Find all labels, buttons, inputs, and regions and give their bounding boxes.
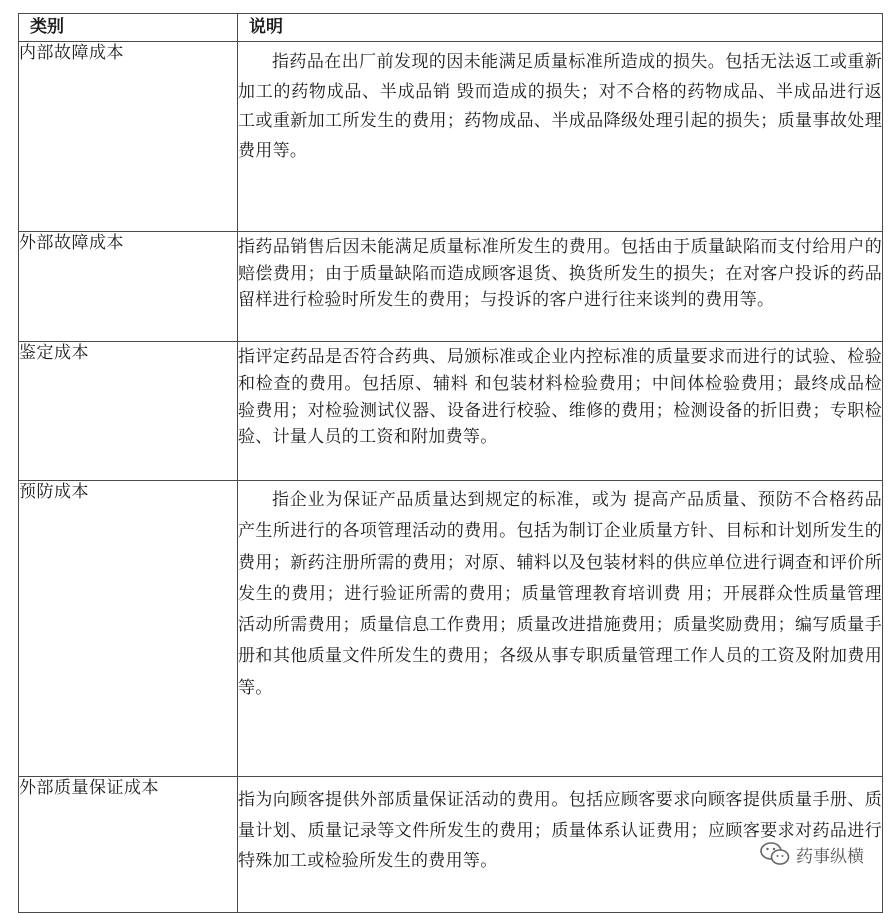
row-description: 指药品销售后因未能满足质量标准所发生的费用。包括由于质量缺陷而支付给用户的赔偿费用；由于质量缺陷而造成顾客退货、换货所发生的损失；在对客户投诉的药品留样进行检验时所发生的费用；与投诉的客户进行往来谈判的费用等。 [238, 237, 882, 310]
row-category: 鉴定成本 [19, 342, 238, 481]
header-description: 说明 [238, 14, 883, 42]
row-description: 指企业为保证产品质量达到规定的标准，或为 提高产品质量、预防不合格药品产生所进行的各项管理活动的费用。包括为制订企业质量方针、目标和计划所发生的费用；新药注册所需的费用；对原、辅料以及包装材料的供应单位进行调查和评价所发生的费用；进行验证所需的费用；质量管理教育培训费 用；开展群众性质量管理活动所需费用；质量信息工作费用；质量改进措施费用；质量奖励费用；编写质量手册和其他质量文件所发生的费用；各级从事专职质量管理工作人员的工资及附加费用等。 [238, 490, 882, 698]
row-category: 外部质量保证成本 [19, 777, 238, 913]
row-description: 指药品在出厂前发现的因未能满足质量标准所造成的损失。包括无法返工或重新加工的药物成品、半成品销 毁而造成的损失；对不合格的药物成品、半成品进行返工或重新加工所发生的费用；药物成品、半成品降级处理引起的损失；质量事故处理费用等。 [238, 52, 882, 161]
watermark [760, 841, 864, 867]
table-row [19, 481, 883, 777]
quality-cost-table [18, 13, 883, 913]
table-row [19, 232, 883, 342]
row-description: 指为向顾客提供外部质量保证活动的费用。包括应顾客要求向顾客提供质量手册、质量计划、质量记录等文件所发生的费用；质量体系认证费用；应顾客要求对药品进行 特殊加工或检验所发生的费用等。 [238, 790, 882, 871]
table-header-row [19, 14, 883, 42]
watermark-text: 药事纵横 [796, 846, 864, 867]
wechat-icon [760, 841, 790, 867]
table-row [19, 777, 883, 913]
row-category: 内部故障成本 [19, 42, 238, 232]
row-description-cell [238, 342, 883, 481]
table-row [19, 42, 883, 232]
header-category: 类别 [19, 14, 238, 42]
table-row [19, 342, 883, 481]
row-description-cell [238, 481, 883, 777]
row-category: 外部故障成本 [19, 232, 238, 342]
row-description: 指评定药品是否符合药典、局颁标准或企业内控标准的质量要求而进行的试验、检验和检查的费用。包括原、辅料 和包装材料检验费用；中间体检验费用；最终成品检验费用；对检验测试仪器、设备进行校验、维修的费用；检测设备的折旧费；专职检验、计量人员的工资和附加费等。 [238, 347, 882, 448]
row-description-cell [238, 232, 883, 342]
row-description-cell [238, 42, 883, 232]
row-category: 预防成本 [19, 481, 238, 777]
